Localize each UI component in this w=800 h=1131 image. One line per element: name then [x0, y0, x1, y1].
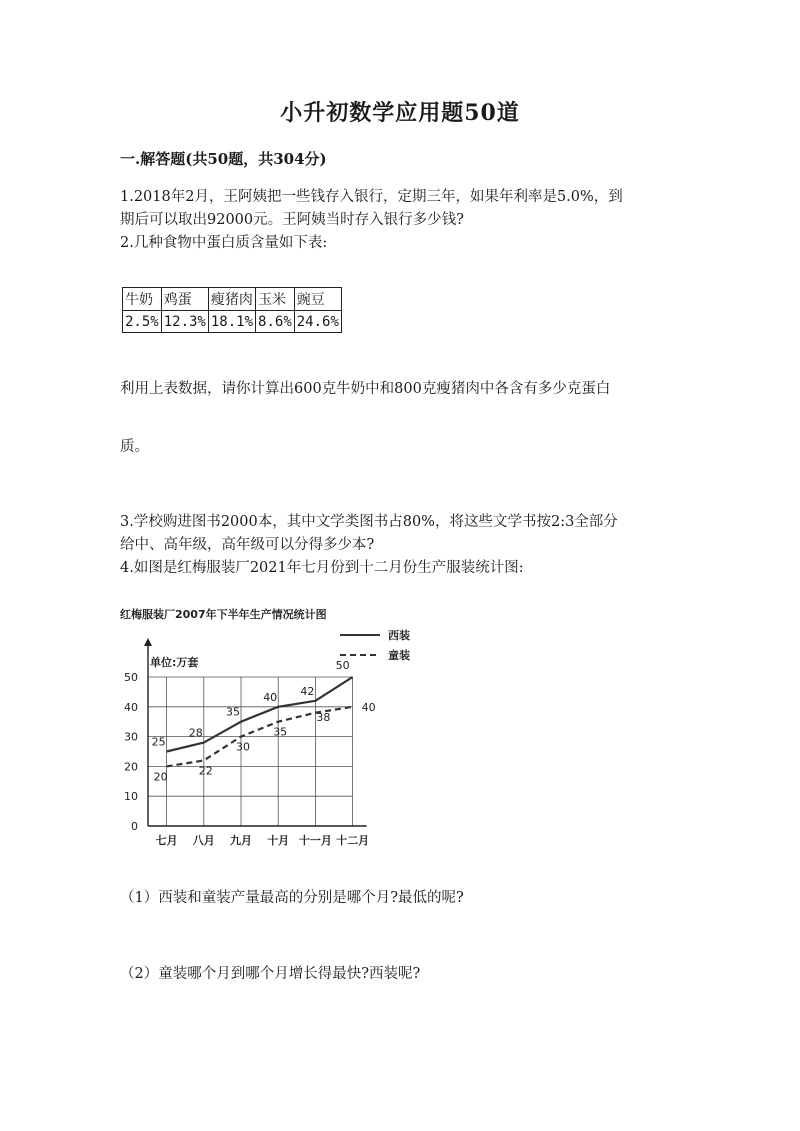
chart-y-tick-label: 40 — [124, 700, 138, 714]
chart-data-label: 22 — [198, 764, 213, 778]
chart-y-tick-label: 0 — [131, 820, 138, 833]
protein-table — [122, 287, 342, 333]
chart-y-tick-label: 50 — [124, 671, 138, 684]
question-1-line-1: 1.2018年2月，王阿姨把一些钱存入银行，定期三年，如果年利率是5.0%，到 — [120, 189, 623, 205]
table-cell: 2.5% — [123, 311, 162, 333]
chart-x-tick-label: 七月 — [155, 834, 178, 847]
chart-x-tick-label: 十一月 — [298, 834, 332, 847]
chart-data-label: 42 — [300, 684, 315, 698]
chart-x-tick-label: 九月 — [230, 834, 252, 847]
protein-table-value-row — [123, 311, 342, 333]
chart-data-label: 35 — [226, 705, 240, 719]
chart-data-label: 38 — [316, 710, 331, 724]
question-3-line-1: 3.学校购进图书2000本，其中文学类图书占80%，将这些文学书按2:3全部分 — [120, 514, 618, 530]
chart-data-label: 30 — [236, 740, 250, 754]
table-cell: 牛奶 — [123, 288, 162, 311]
chart-data-label: 25 — [151, 735, 166, 749]
chart-y-tick-label: 30 — [124, 730, 138, 744]
chart-x-tick-label: 十月 — [267, 834, 290, 847]
question-4-intro: 4.如图是红梅服装厂2021年七月份到十二月份生产服装统计图: — [120, 560, 524, 576]
chart-data-label: 40 — [263, 690, 278, 704]
section-heading: 一.解答题(共50题，共304分) — [120, 150, 327, 168]
protein-table-header-row — [123, 288, 342, 311]
production-chart-svg — [118, 600, 410, 860]
question-4-sub-2: （2）童装哪个月到哪个月增长得最快?西装呢? — [120, 966, 421, 982]
table-cell: 鸡蛋 — [161, 288, 208, 311]
chart-data-label: 20 — [153, 770, 168, 784]
chart-legend-label: 西装 — [388, 629, 410, 642]
production-chart — [118, 600, 410, 860]
chart-data-label: 28 — [188, 726, 203, 740]
chart-y-tick-label: 10 — [124, 790, 138, 804]
chart-data-label: 35 — [273, 725, 288, 739]
question-2-line-2: 质。 — [120, 439, 149, 455]
chart-y-axis-arrow — [144, 638, 152, 646]
table-cell: 豌豆 — [294, 288, 341, 311]
page-title: 小升初数学应用题50道 — [280, 100, 520, 126]
chart-data-label: 50 — [335, 659, 350, 672]
table-cell: 玉米 — [256, 288, 295, 311]
table-cell: 12.3% — [161, 311, 208, 333]
chart-x-tick-label: 十二月 — [336, 834, 370, 847]
chart-title: 红梅服装厂2007年下半年生产情况统计图 — [120, 608, 327, 621]
table-cell: 瘦猪肉 — [208, 288, 255, 311]
chart-data-label: 40 — [361, 700, 376, 714]
question-4-sub-1: （1）西装和童装产量最高的分别是哪个月?最低的呢? — [120, 890, 464, 906]
question-2-intro: 2.几种食物中蛋白质含量如下表: — [120, 235, 328, 251]
question-3-line-2: 给中、高年级，高年级可以分得多少本? — [120, 537, 375, 553]
table-cell: 24.6% — [294, 311, 341, 333]
table-cell: 18.1% — [208, 311, 255, 333]
table-cell: 8.6% — [256, 311, 295, 333]
chart-x-tick-label: 八月 — [192, 834, 215, 847]
question-2-line-1: 利用上表数据，请你计算出600克牛奶中和800克瘦猪肉中各含有多少克蛋白 — [120, 381, 611, 397]
chart-unit-label: 单位:万套 — [150, 656, 199, 669]
chart-legend-label: 童装 — [388, 649, 410, 662]
question-1-line-2: 期后可以取出92000元。王阿姨当时存入银行多少钱? — [120, 212, 464, 228]
chart-y-tick-label: 20 — [124, 760, 138, 774]
